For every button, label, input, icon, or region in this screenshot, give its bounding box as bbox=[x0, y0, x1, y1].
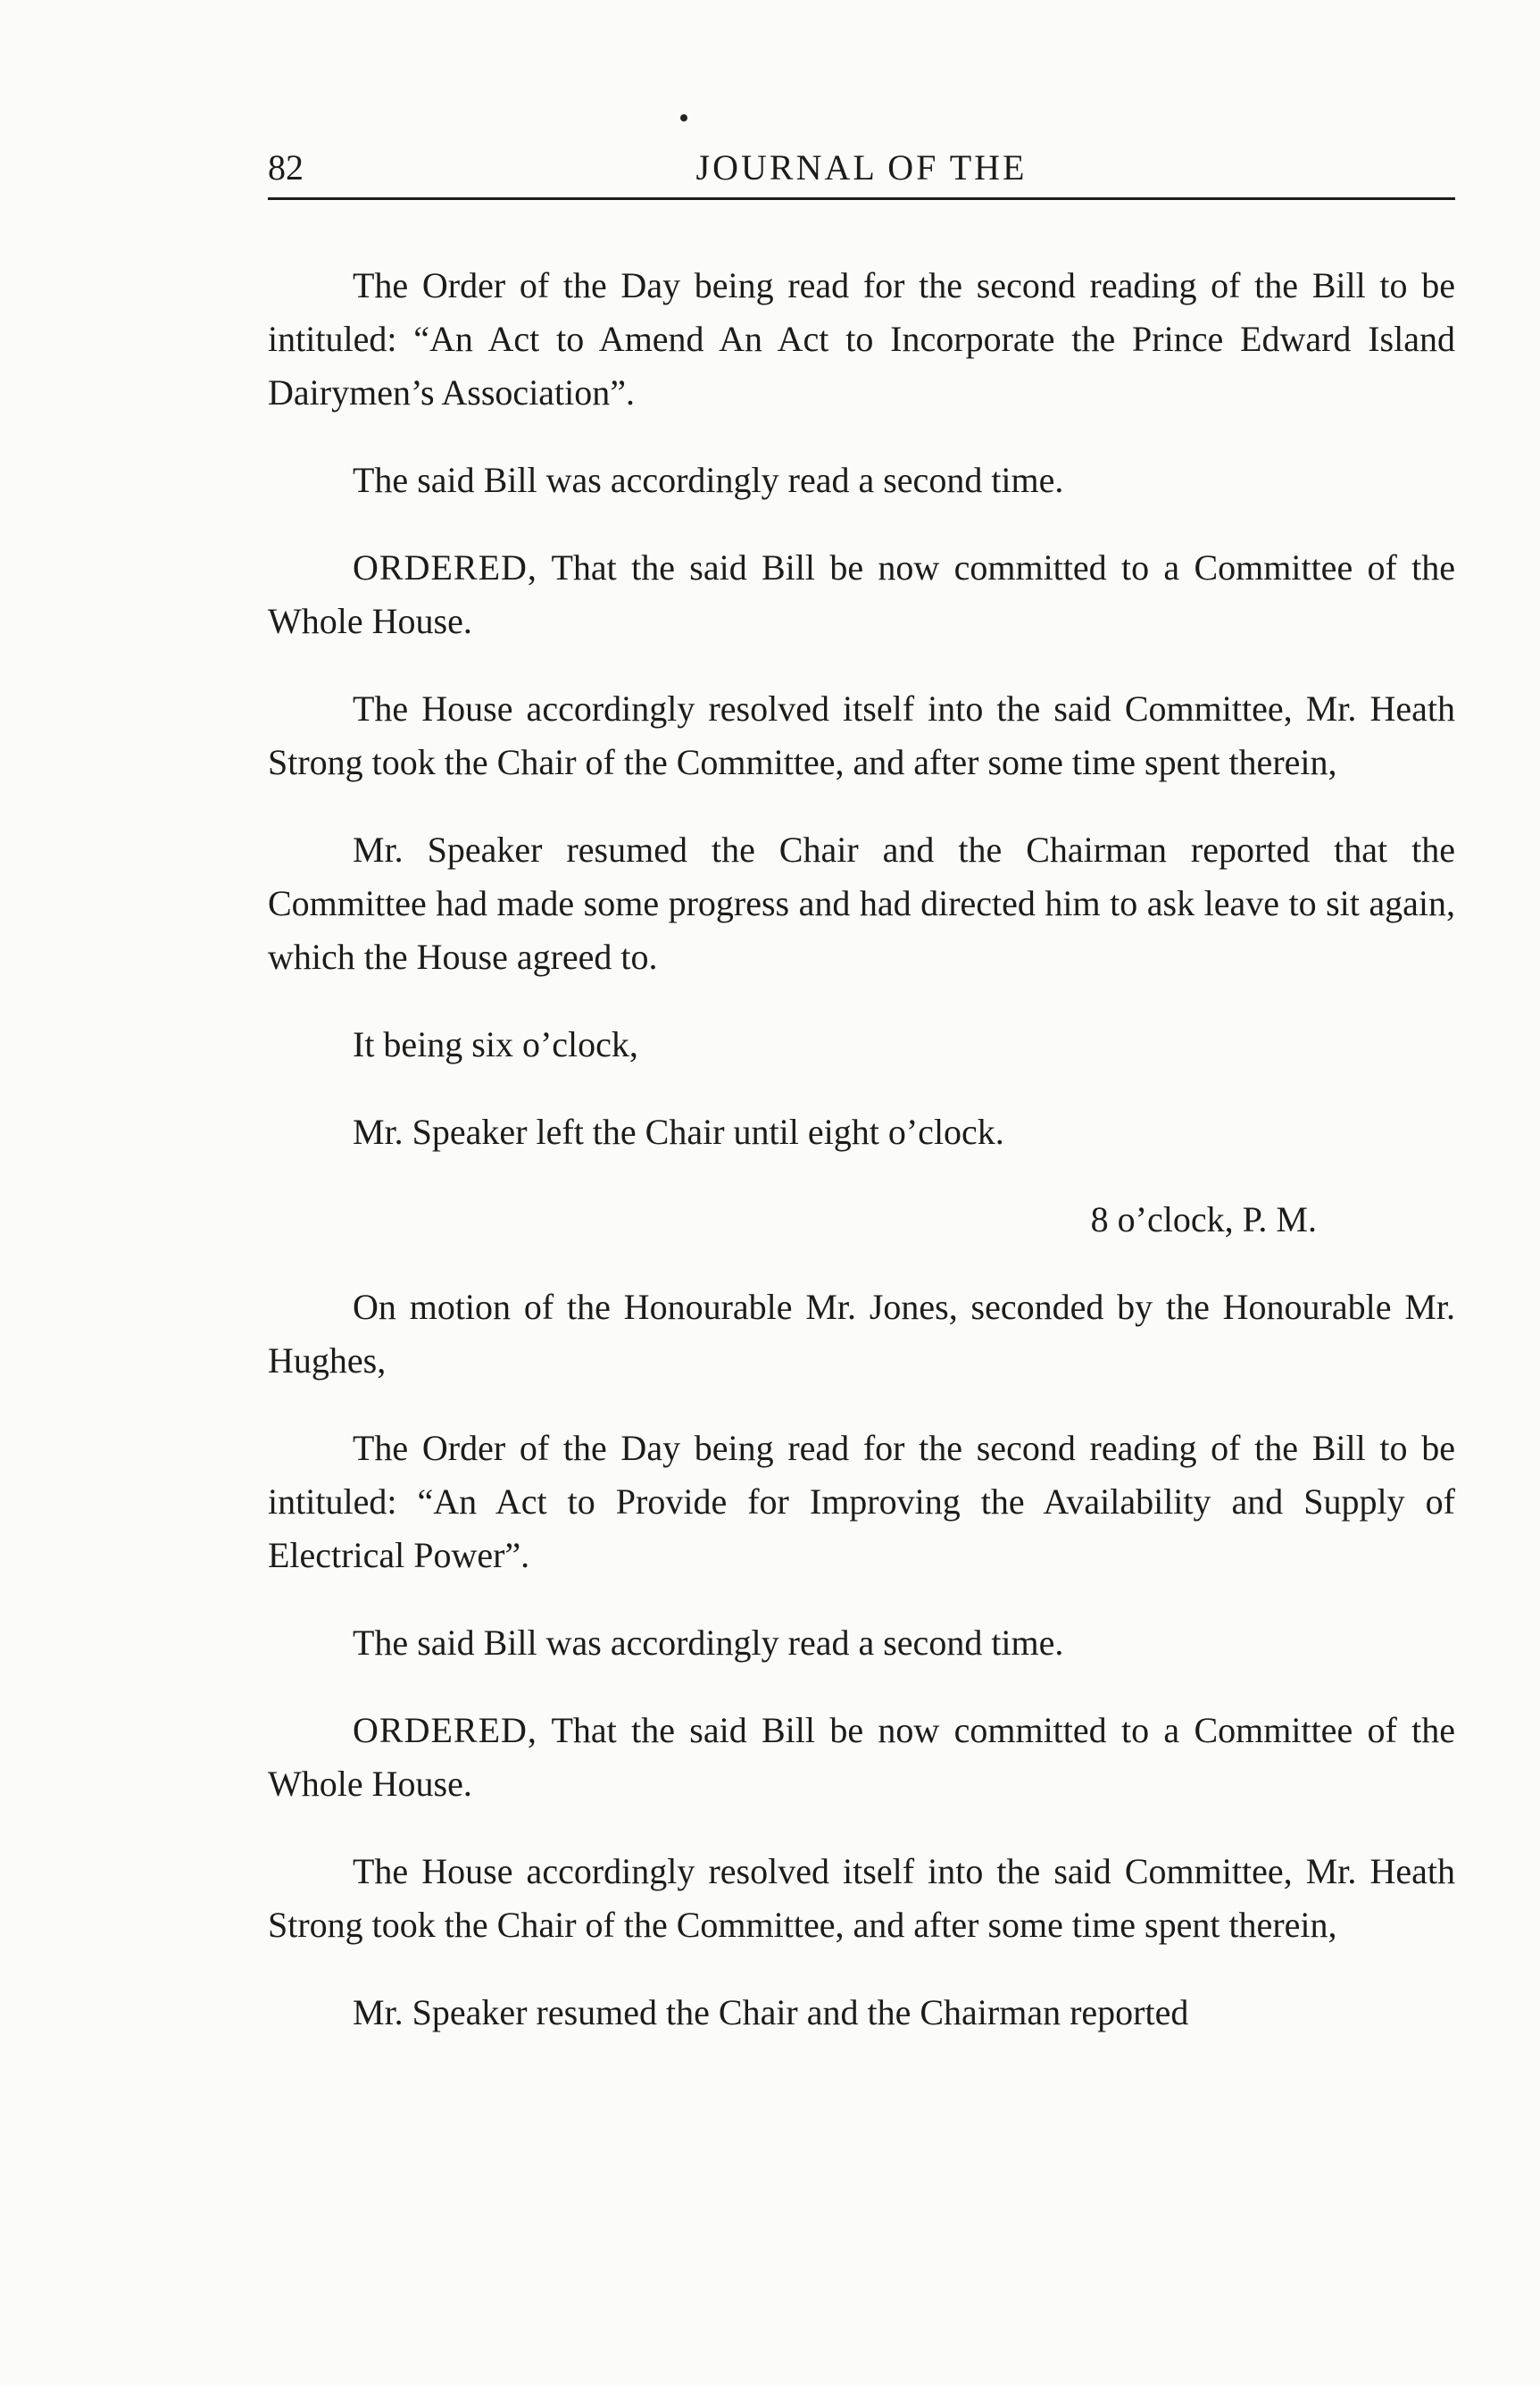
paragraph-order-of-day-dairymen: The Order of the Day being read for the second reading of the Bill to be intituled: “An Act to Amend An Act to Incorporate the Prince Edward Island Dairymen’s Association”. bbox=[268, 265, 1455, 413]
paragraph-speaker-resumed: Mr. Speaker resumed the Chair and the Chairman reported that the Committee had made some progress and had directed him to ask leave to sit again, which the House agreed to. bbox=[268, 830, 1455, 977]
paragraph-ordered-committed bbox=[268, 541, 1455, 648]
paragraph-speaker-resumed-2: Mr. Speaker resumed the Chair and the Chairman reported bbox=[353, 1992, 1189, 2032]
time-stamp: 8 o’clock, P. M. bbox=[1090, 1199, 1317, 1239]
paragraph-six-oclock: It being six o’clock, bbox=[353, 1024, 638, 1064]
paragraph-ordered-committed-2 bbox=[268, 1704, 1455, 1811]
journal-body bbox=[268, 259, 1455, 2073]
paragraph-committee-resolved: The House accordingly resolved itself into the said Committee, Mr. Heath Strong took the Chair of the Committee, and after some time spent therein, bbox=[268, 688, 1455, 782]
page-header bbox=[268, 141, 1455, 193]
ordered-label-2: ORDERED, bbox=[353, 1710, 537, 1750]
paragraph-second-reading: The said Bill was accordingly read a second time. bbox=[353, 460, 1064, 500]
ordered-label: ORDERED, bbox=[353, 547, 537, 588]
paragraph-order-of-day-electrical: The Order of the Day being read for the second reading of the Bill to be intituled: “An Act to Provide for Improving the Availability and Supply of Electrical Power”. bbox=[268, 1428, 1455, 1575]
header-rule bbox=[268, 197, 1455, 200]
paragraph-speaker-left: Mr. Speaker left the Chair until eight o’clock. bbox=[353, 1112, 1004, 1152]
ordered-text-2: That the said Bill be now committed to a Committee of the Whole House. bbox=[268, 1710, 1455, 1804]
paragraph-motion: On motion of the Honourable Mr. Jones, seconded by the Honourable Mr. Hughes, bbox=[268, 1287, 1455, 1381]
ordered-text: That the said Bill be now committed to a Committee of the Whole House. bbox=[268, 547, 1455, 641]
running-head: JOURNAL OF THE bbox=[695, 147, 1028, 188]
paragraph-committee-resolved-2: The House accordingly resolved itself into the said Committee, Mr. Heath Strong took the Chair of the Committee, and after some time spent therein, bbox=[268, 1851, 1455, 1945]
paragraph-second-reading-2: The said Bill was accordingly read a second time. bbox=[353, 1623, 1064, 1663]
journal-page bbox=[268, 0, 1455, 2386]
print-mark bbox=[680, 114, 687, 121]
page-number: 82 bbox=[268, 147, 304, 188]
